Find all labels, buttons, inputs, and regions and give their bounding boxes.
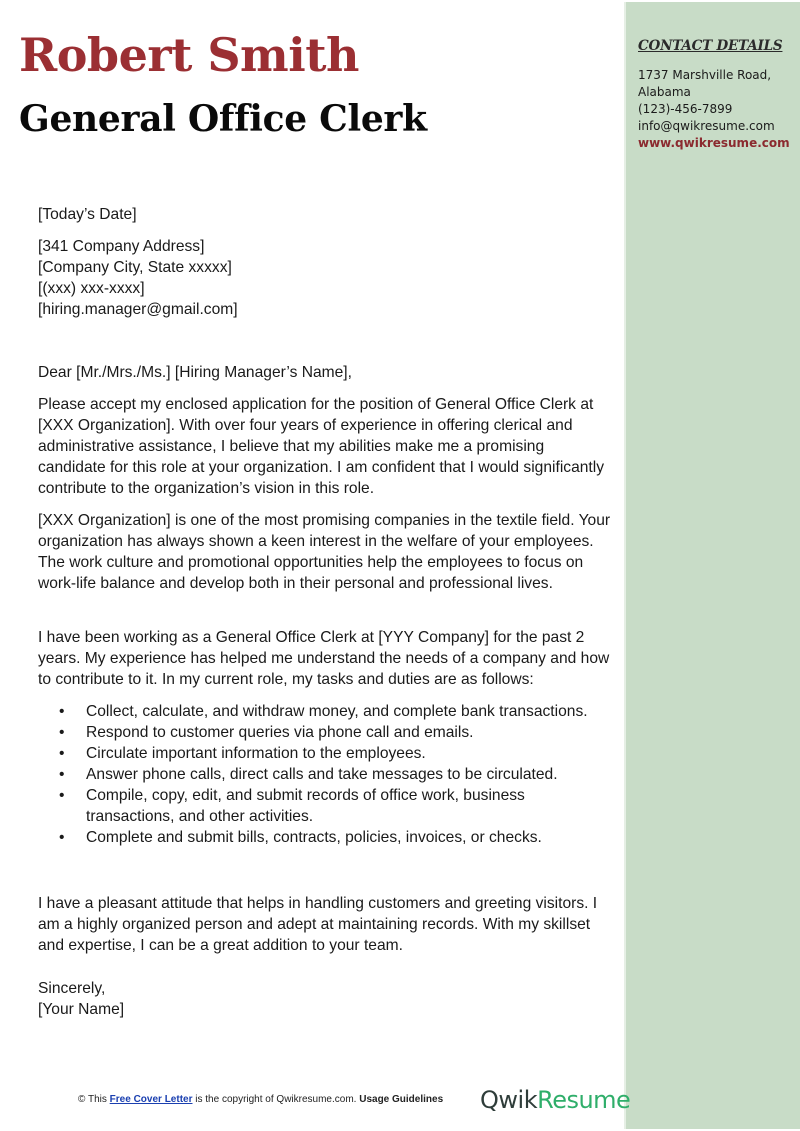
logo-qwik: Qwik	[480, 1086, 538, 1114]
paragraph-3-block	[38, 627, 613, 690]
contact-sidebar	[624, 2, 800, 1129]
duty-item: • Complete and submit bills, contracts, policies, invoices, or checks.	[38, 827, 613, 848]
recipient-city-state: [Company City, State xxxxx]	[38, 259, 232, 276]
copyright-footer	[78, 1094, 443, 1105]
salutation-block	[38, 362, 613, 383]
duties-list-block	[38, 701, 613, 848]
paragraph-2: [XXX Organization] is one of the most promising companies in the textile field. Your organization has always shown a keen interest in the welfare of your employees. The work culture and promotional opportunities help the employees to focus on work-life balance and develop both in their personal and professional lives.	[38, 512, 611, 592]
contact-phone: (123)-456-7899	[638, 102, 733, 116]
duties-list	[38, 701, 613, 848]
closing-paragraph: I have a pleasant attitude that helps in handling customers and greeting visitors. I am a highly organized person and adept at maintaining records. With my skillset and expertise, I can be a great addition to your team.	[38, 895, 598, 954]
recipient-block	[38, 236, 613, 320]
contact-details	[638, 67, 790, 152]
duty-item: • Answer phone calls, direct calls and take messages to be circulated.	[38, 764, 613, 785]
signature-name: [Your Name]	[38, 1001, 125, 1018]
contact-website[interactable]: www.qwikresume.com	[638, 136, 790, 150]
recipient-email: [hiring.manager@gmail.com]	[38, 301, 238, 318]
duty-item: • Respond to customer queries via phone call and emails.	[38, 722, 613, 743]
signature-block	[38, 978, 613, 1020]
paragraph-1-block	[38, 394, 613, 499]
logo-resume: Resume	[537, 1086, 631, 1114]
letter-date	[38, 204, 613, 225]
contact-address-line2: Alabama	[638, 85, 691, 99]
paragraph-2-block	[38, 510, 613, 594]
footer-middle: is the copyright of Qwikresume.com.	[195, 1094, 357, 1105]
salutation: Dear [Mr./Mrs./Ms.] [Hiring Manager’s Name],	[38, 364, 352, 381]
qwikresume-logo[interactable]	[480, 1086, 630, 1114]
closing-paragraph-block	[38, 893, 613, 956]
contact-email[interactable]: info@qwikresume.com	[638, 119, 775, 133]
copyright-icon: ©	[78, 1094, 86, 1105]
free-cover-letter-link[interactable]: Free Cover Letter	[109, 1094, 193, 1105]
paragraph-3: I have been working as a General Office Clerk at [YYY Company] for the past 2 years. My experience has helped me understand the needs of a company and how to contribute to it. In my current role, my tasks and duties are as follows:	[38, 629, 610, 688]
candidate-name: Robert Smith	[19, 28, 359, 82]
footer-prefix: This	[87, 1094, 107, 1105]
usage-guidelines-link[interactable]: Usage Guidelines	[359, 1094, 444, 1105]
contact-heading: CONTACT DETAILS	[638, 38, 783, 54]
contact-address-line1: 1737 Marshville Road,	[638, 68, 772, 82]
recipient-address: [341 Company Address]	[38, 238, 205, 255]
paragraph-1: Please accept my enclosed application for the position of General Office Clerk at [XXX Organization]. With over four years of experience in offering clerical and administrative assistance, I believe that my abilities make me a promising candidate for this role at your organization. I am confident that I would significantly contribute to the organization’s vision in this role.	[38, 396, 605, 497]
duty-item: • Circulate important information to the employees.	[38, 743, 613, 764]
duty-item: • Collect, calculate, and withdraw money, and complete bank transactions.	[38, 701, 613, 722]
sign-off: Sincerely,	[38, 980, 106, 997]
recipient-phone: [(xxx) xxx-xxxx]	[38, 280, 145, 297]
date: [Today’s Date]	[38, 206, 137, 223]
duty-item: • Compile, copy, edit, and submit records of office work, business transactions, and other activities.	[38, 785, 613, 827]
job-title: General Office Clerk	[19, 98, 427, 140]
